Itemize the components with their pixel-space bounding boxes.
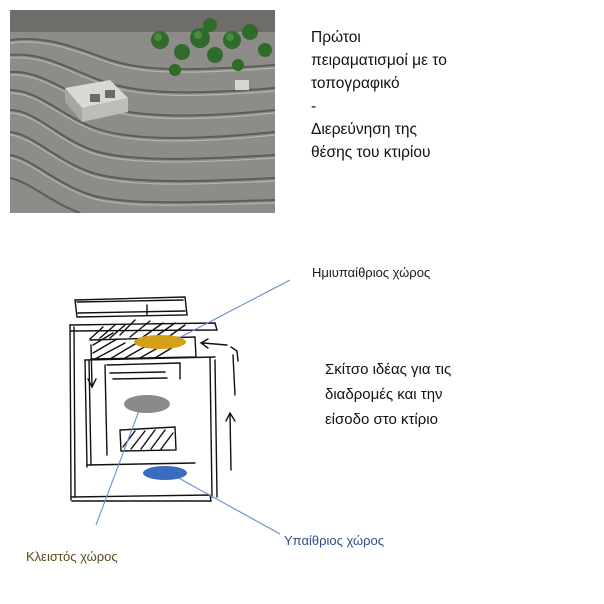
caption-line: πειραματισμοί με το [311, 52, 447, 69]
caption-line: Πρώτοι [311, 29, 361, 46]
sketch-caption [325, 357, 595, 432]
circulation-sketch [55, 275, 345, 545]
caption-line: διαδρομές και την [325, 386, 443, 403]
open-space-label: Υπαίθριος χώρος [284, 533, 384, 548]
semi-open-space-label: Ημιυπαίθριος χώρος [312, 265, 431, 280]
topography-caption [311, 26, 591, 164]
closed-space-label: Κλειστός χώρος [26, 549, 118, 564]
caption-line: Διερεύνηση της [311, 121, 417, 138]
caption-line: τοπογραφικό [311, 75, 400, 92]
caption-line: Σκίτσο ιδέας για τις [325, 361, 452, 378]
caption-line: - [311, 98, 317, 115]
topography-model-photo [10, 10, 275, 213]
caption-line: θέσης του κτιρίου [311, 144, 431, 161]
caption-line: είσοδο στο κτίριο [325, 411, 438, 428]
